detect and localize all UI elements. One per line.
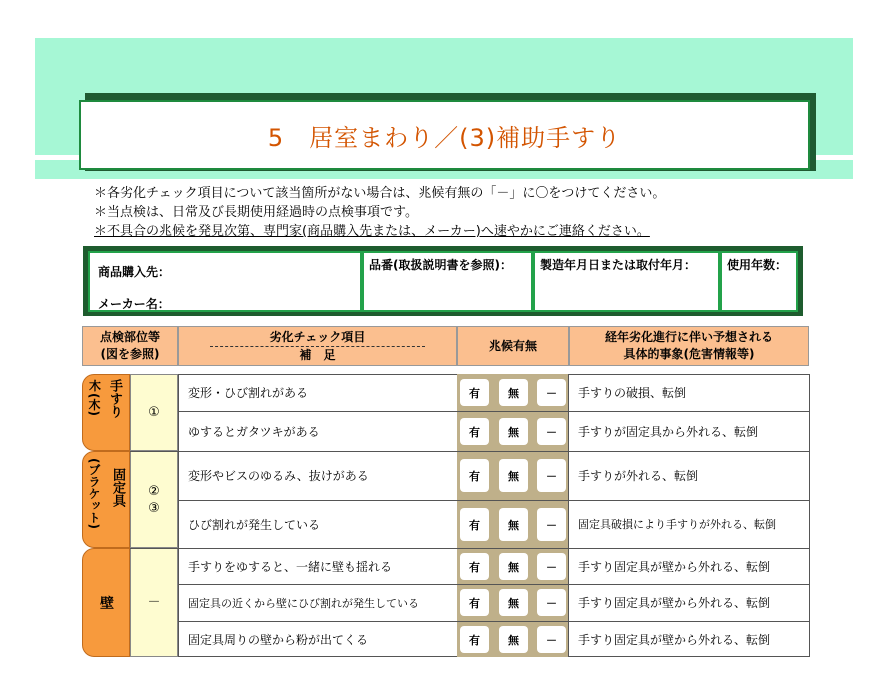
row-line xyxy=(178,584,809,585)
hazard-text: 手すり固定具が壁から外れる、転倒 xyxy=(578,596,771,610)
no-button[interactable]: 無 xyxy=(499,589,528,616)
category-handrail xyxy=(82,374,130,451)
yes-button[interactable]: 有 xyxy=(460,626,489,653)
category-bracket-label: 固定具 xyxy=(110,468,125,507)
yes-button[interactable]: 有 xyxy=(460,379,489,406)
header-part-sub: (図を参照) xyxy=(100,347,160,361)
yes-button[interactable]: 有 xyxy=(460,553,489,580)
yes-button[interactable]: 有 xyxy=(460,459,489,492)
sign-cell xyxy=(457,451,569,500)
hazard-text: 手すり固定具が壁から外れる、転倒 xyxy=(578,632,771,647)
note-3: ＊不具合の兆候を発見次第、専門家(商品購入先または、メーカー)へ速やかにご連絡ください。 xyxy=(94,224,650,239)
yes-button[interactable]: 有 xyxy=(460,508,489,541)
header-hazard xyxy=(569,326,809,366)
part-number-field[interactable] xyxy=(362,251,533,312)
na-button[interactable]: － xyxy=(537,508,566,541)
category-wall xyxy=(82,548,130,657)
header-part-label: 点検部位等 xyxy=(99,330,160,344)
page-title: 5 居室まわり／(3)補助手すり xyxy=(267,123,622,152)
table-right-border xyxy=(809,374,810,657)
row-line xyxy=(178,621,809,622)
header-check xyxy=(178,326,457,366)
na-button[interactable]: － xyxy=(537,418,566,445)
na-button[interactable]: － xyxy=(537,553,566,580)
category-wall-label: 壁 xyxy=(100,596,114,612)
sign-cell xyxy=(457,374,569,411)
no-button[interactable]: 無 xyxy=(499,379,528,406)
col-line xyxy=(568,374,569,657)
header-check-sub: 補 足 xyxy=(299,347,336,362)
no-button[interactable]: 無 xyxy=(499,626,528,653)
shop-label: 商品購入先： xyxy=(98,265,171,279)
maker-label: メーカー名： xyxy=(98,297,170,311)
na-button[interactable]: － xyxy=(537,626,566,653)
category-bracket-paren: (ブラケット) xyxy=(87,458,101,529)
yes-button[interactable]: 有 xyxy=(460,418,489,445)
check-item: 固定具周りの壁から粉が出てくる xyxy=(188,632,369,647)
na-button[interactable]: － xyxy=(537,379,566,406)
hazard-text: 手すりの破損、転倒 xyxy=(578,386,687,400)
shop-maker-field[interactable] xyxy=(88,251,362,312)
sign-cell xyxy=(457,411,569,451)
notes xyxy=(94,184,665,241)
ref-num-3: － xyxy=(130,548,178,657)
row-line xyxy=(178,411,809,412)
sign-cell xyxy=(457,500,569,548)
sign-cell xyxy=(457,584,569,621)
header-check-label: 劣化チェック項目 xyxy=(210,329,426,347)
sign-cell xyxy=(457,548,569,584)
check-item: ゆするとガタツキがある xyxy=(188,424,320,439)
header-part xyxy=(82,326,178,366)
category-handrail-sub: 木 xyxy=(89,379,102,393)
hazard-text: 固定具破損により手すりが外れる、転倒 xyxy=(578,518,776,531)
note-2: ＊当点検は、日常及び長期使用経過時の点検事項です。 xyxy=(94,205,418,220)
row-line xyxy=(130,548,809,549)
header-sign-label: 兆候有無 xyxy=(488,338,537,353)
category-handrail-label: 手すり xyxy=(107,379,122,418)
sign-cell xyxy=(457,621,569,657)
row-line xyxy=(178,500,809,501)
ref-num-2: ② ③ xyxy=(130,451,178,548)
ref-num-1: ① xyxy=(130,374,178,451)
na-button[interactable]: － xyxy=(537,459,566,492)
hazard-text: 手すりが外れる、転倒 xyxy=(578,469,699,483)
na-button[interactable]: － xyxy=(537,589,566,616)
date-field[interactable] xyxy=(533,251,720,312)
note-1: ＊各劣化チェック項目について該当箇所がない場合は、兆候有無の「－」に〇をつけてください。 xyxy=(94,186,666,201)
part-label: 品番(取扱説明書を参照)： xyxy=(369,258,512,272)
no-button[interactable]: 無 xyxy=(499,459,528,492)
hazard-text: 手すりが固定具から外れる、転倒 xyxy=(578,424,759,439)
row-line xyxy=(130,451,809,452)
header-sign xyxy=(457,326,569,366)
check-item: 変形・ひび割れがある xyxy=(188,386,309,400)
header-hazard-label: 経年劣化進行に伴い予想される xyxy=(604,330,773,344)
hazard-text: 手すり固定具が壁から外れる、転倒 xyxy=(578,559,771,574)
check-item: ひび割れが発生している xyxy=(188,517,321,532)
no-button[interactable]: 無 xyxy=(499,508,528,541)
title-box xyxy=(79,100,810,170)
yes-button[interactable]: 有 xyxy=(460,589,489,616)
years-field[interactable] xyxy=(720,251,798,312)
date-label: 製造年月日または取付年月： xyxy=(540,258,697,272)
check-item: 変形やビスのゆるみ、抜けがある xyxy=(188,469,369,483)
category-bracket xyxy=(82,451,130,548)
years-label: 使用年数： xyxy=(727,258,788,272)
no-button[interactable]: 無 xyxy=(499,418,528,445)
col-line xyxy=(178,374,179,657)
header-hazard-sub: 具体的事象(危害情報等) xyxy=(623,347,755,361)
category-handrail-paren: (木) xyxy=(87,393,101,416)
check-item: 固定具の近くから壁にひび割れが発生している xyxy=(188,596,419,610)
check-item: 手すりをゆすると、一緒に壁も揺れる xyxy=(188,559,393,574)
no-button[interactable]: 無 xyxy=(499,553,528,580)
